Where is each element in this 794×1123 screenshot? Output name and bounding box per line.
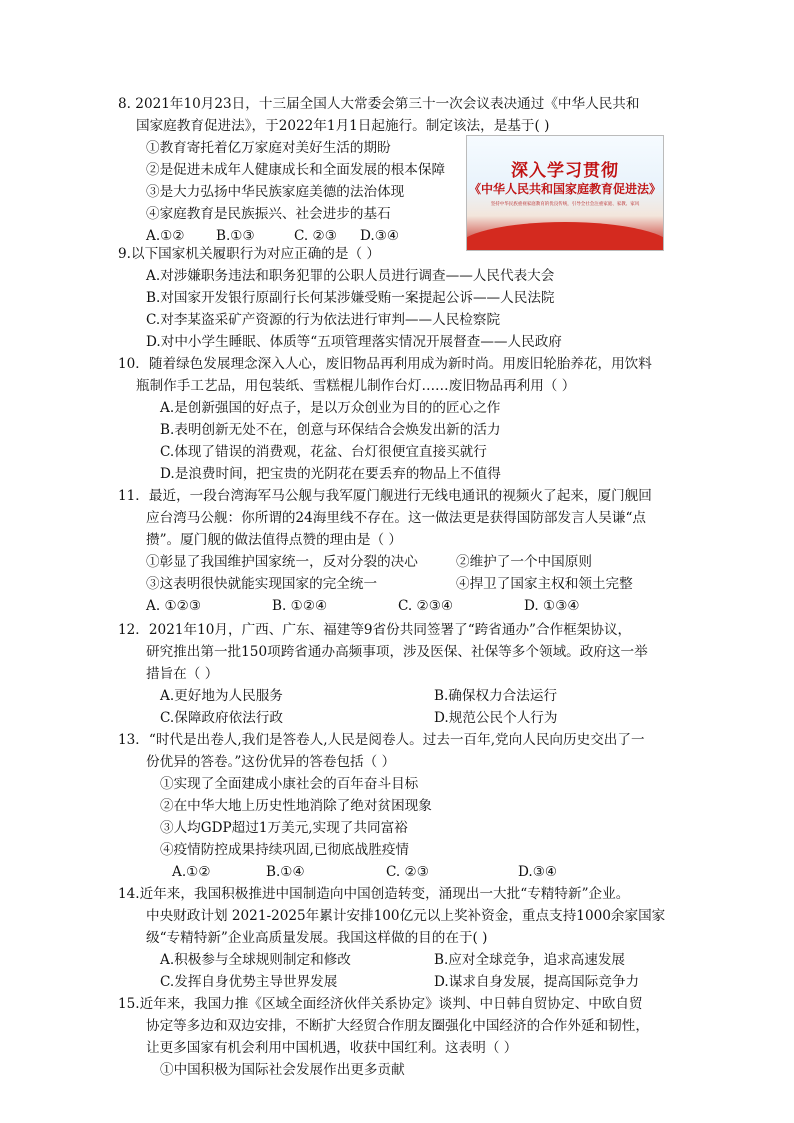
q15-statement-1: ①中国积极为国际社会发展作出更多贡献 [160,1062,405,1078]
q14-stem-line1: 14.近年来，我国积极推进中国制造向中国创造转变，涌现出一大批“专精特新”企业。 [118,886,630,902]
q11-statement-3: ③这表明很快就能实现国家的完全统一 [146,576,378,592]
q11-stem-line1: 11．最近，一段台湾海军马公舰与我军厦门舰进行无线电通讯的视频火了起来，厦门舰回 [118,488,652,504]
q11-option-d: D. ①③④ [524,598,580,614]
q12-stem-line1: 12．2021年10月，广西、广东、福建等9省份共同签署了“跨省通办”合作框架协议， [118,622,632,638]
q13-option-d: D.③④ [518,864,558,880]
q8-statement-4: ④家庭教育是民族振兴、社会进步的基石 [146,206,391,222]
q12-stem-line3: 措旨在（ ） [146,666,219,682]
q8-option-b: B.①③ [216,228,255,244]
q8-stem-line1: 8. 2021年10月23日，十三届全国人大常委会第三十一次会议表决通过《中华人民共和 [118,96,640,112]
q11-stem-line2: 应台湾马公舰：你所谓的24海里线不存在。这一做法更是获得国防部发言人吴谦“点 [146,510,647,526]
q8-option-a: A.①② [146,228,185,244]
q15-stem-line1: 15.近年来，我国力推《区域全面经济伙伴关系协定》谈判、中日韩自贸协定、中欧自贸 [118,996,643,1012]
q8-option-c: C. ②③ [294,228,337,244]
q14-option-a: A.积极参与全球规则制定和修改 [160,952,351,968]
q8-statement-1: ①教育寄托着亿万家庭对美好生活的期盼 [146,140,391,156]
q9-option-b: B.对国家开发银行原副行长何某涉嫌受贿一案提起公诉——人民法院 [146,290,555,306]
q12-option-b: B.确保权力合法运行 [434,688,558,704]
q11-option-a: A. ①②③ [146,598,202,614]
q13-option-c: C. ②③ [386,864,429,880]
banner-caption: 坚持中华民族重视家庭教育的优良传统，引导全社会注重家庭、家教、家风 [490,202,640,207]
q9-option-a: A.对涉嫌职务违法和职务犯罪的公职人员进行调查——人民代表大会 [146,268,555,284]
q13-statement-4: ④疫情防控成果持续巩固,已彻底战胜疫情 [160,842,410,858]
q8-statement-3: ③是大力弘扬中华民族家庭美德的法治体现 [146,184,405,200]
q11-statement-2: ②维护了一个中国原则 [456,554,592,570]
q15-stem-line2: 协定等多边和双边安排，不断扩大经贸合作朋友圈强化中国经济的合作外延和韧性， [146,1018,649,1034]
q10-option-b: B.表明创新无处不在，创意与环保结合会焕发出新的活力 [160,422,501,438]
q14-stem-line3: 级“专精特新”企业高质量发展。我国这样做的目的在于( ) [146,930,488,946]
q15-stem-line3: 让更多国家有机会利用中国机遇，收获中国红利。这表明（ ） [146,1040,518,1056]
q9-option-c: C.对李某盗采矿产资源的行为依法进行审判——人民检察院 [146,312,501,328]
law-promo-banner-image [466,135,664,251]
banner-title: 深入学习贯彻 [511,161,619,181]
q13-option-b: B.①④ [266,864,305,880]
q13-statement-1: ①实现了全面建成小康社会的百年奋斗目标 [160,776,419,792]
q14-option-c: C.发挥自身优势主导世界发展 [160,974,338,990]
q10-option-d: D.是浪费时间，把宝贵的光阴花在要丢弃的物品上不值得 [160,466,501,482]
q12-stem-line2: 研究推出第一批150项跨省通办高频事项，涉及医保、社保等多个领域。政府这一举 [146,644,648,660]
q11-stem-line3: 攒”。厦门舰的做法值得点赞的理由是（ ） [146,532,402,548]
q13-statement-3: ③人均GDP超过1万美元,实现了共同富裕 [160,820,408,836]
q9-stem: 9.以下国家机关履职行为对应正确的是（ ） [118,246,380,262]
q10-option-c: C.体现了错误的消费观，花盆、台灯很便宜直接买就行 [160,444,487,460]
banner-red-wave [466,222,664,251]
q12-option-a: A.更好地为人民服务 [160,688,283,704]
q12-option-c: C.保障政府依法行政 [160,710,283,726]
q11-option-b: B. ①②④ [272,598,328,614]
q11-statement-1: ①彰显了我国维护国家统一，反对分裂的决心 [146,554,418,570]
q13-stem-line1: 13．“时代是出卷人,我们是答卷人,人民是阅卷人。过去一百年,党向人民向历史交出了一 [118,732,645,748]
q8-option-d: D.③④ [360,228,400,244]
q12-option-d: D.规范公民个人行为 [434,710,558,726]
q14-option-b: B.应对全球竞争，追求高速发展 [434,952,626,968]
q11-statement-4: ④捍卫了国家主权和领土完整 [456,576,633,592]
q14-option-d: D.谋求自身发展，提高国际竞争力 [434,974,640,990]
q10-stem-line2: 瓶制作手工艺品，用包装纸、雪糕棍儿制作台灯……废旧物品再利用（ ） [136,378,576,394]
q8-stem-line2: 国家庭教育促进法》，于2022年1月1日起施行。制定该法，是基于( ) [136,118,550,134]
q13-stem-line2: 份优异的答卷。”这份优异的答卷包括（ ） [146,754,396,770]
q9-option-d: D.对中小学生睡眠、体质等“五项管理落实情况开展督查——人民政府 [146,334,562,350]
q14-stem-line2: 中央财政计划 2021-2025年累计安排100亿元以上奖补资金，重点支持1000余家国家 [146,908,666,924]
q8-statement-2: ②是促进未成年人健康成长和全面发展的根本保障 [146,162,446,178]
q11-option-c: C. ②③④ [398,598,454,614]
q13-statement-2: ②在中华大地上历史性地消除了绝对贫困现象 [160,798,432,814]
q10-option-a: A.是创新强国的好点子，是以万众创业为目的的匠心之作 [160,400,501,416]
q10-stem-line1: 10．随着绿色发展理念深入人心，废旧物品再利用成为新时尚。用废旧轮胎养花，用饮料 [118,356,652,372]
q13-option-a: A.①② [172,864,211,880]
banner-subtitle: 《中华人民共和国家庭教育促进法》 [468,182,661,196]
